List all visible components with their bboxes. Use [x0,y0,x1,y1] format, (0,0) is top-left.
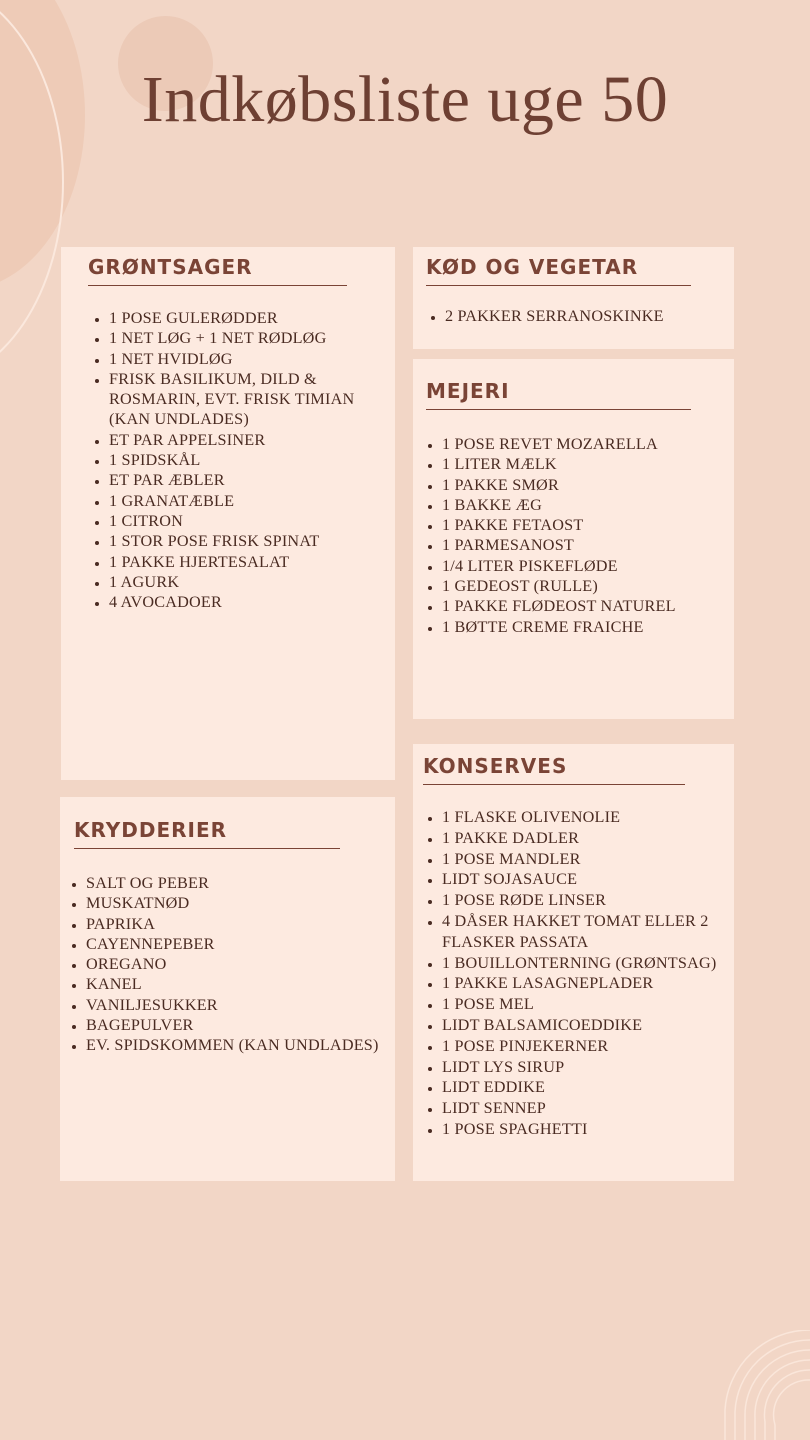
list-item: • PAPRIKA [86,914,395,934]
list-item: • MUSKATNØD [86,893,395,913]
list-item: • VANILJESUKKER [86,995,395,1015]
list-item: • 4 AVOCADOER [109,592,395,612]
list-item: • 1 POSE SPAGHETTI [442,1119,734,1140]
item-list [420,807,734,1140]
list-item: • 1 SPIDSKÅL [109,450,395,470]
list-item: • 1 PAKKE SMØR [442,475,734,495]
decor-arcs [720,1330,810,1440]
list-item: • 1 PAKKE LASAGNEPLADER [442,973,734,994]
list-item: • OREGANO [86,954,395,974]
list-item: • 1 POSE REVET MOZARELLA [442,434,734,454]
list-item: • 1 LITER MÆLK [442,454,734,474]
list-item: • EV. SPIDSKOMMEN (KAN UNDLADES) [86,1035,395,1055]
page-title: Indkøbsliste uge 50 [141,63,669,136]
list-item: • LIDT EDDIKE [442,1077,734,1098]
list-item: • 1 CITRON [109,511,395,531]
item-list [87,308,395,612]
list-item: • 1 PARMESANOST [442,535,734,555]
list-item: • 1 BOUILLONTERNING (GRØNTSAG) [442,953,734,974]
list-item: • ET PAR APPELSINER [109,430,395,450]
item-list [420,434,734,637]
list-item: • 1 FLASKE OLIVENOLIE [442,807,734,828]
list-item: • 1 GEDEOST (RULLE) [442,576,734,596]
list-item: • 1 NET HVIDLØG [109,349,395,369]
card-kod-og-vegetar [413,247,734,349]
list-item: • 1 POSE MANDLER [442,849,734,870]
list-item: • 1 NET LØG + 1 NET RØDLØG [109,328,395,348]
list-item: • 1 STOR POSE FRISK SPINAT [109,531,395,551]
list-item: • LIDT BALSAMICOEDDIKE [442,1015,734,1036]
list-item: • 1 POSE RØDE LINSER [442,890,734,911]
list-item: • 4 DÅSER HAKKET TOMAT ELLER 2 FLASKER PASSATA [442,911,734,953]
list-item: • LIDT SOJASAUCE [442,869,734,890]
list-item: • ET PAR ÆBLER [109,470,395,490]
list-item: • 1 BØTTE CREME FRAICHE [442,617,734,637]
list-item: • BAGEPULVER [86,1015,395,1035]
list-item: • 1/4 LITER PISKEFLØDE [442,556,734,576]
section-heading: MEJERI [426,379,691,410]
list-item: • KANEL [86,974,395,994]
list-item: • LIDT LYS SIRUP [442,1057,734,1078]
list-item: • 1 PAKKE FETAOST [442,515,734,535]
list-item: • 2 PAKKER SERRANOSKINKE [445,306,734,326]
list-item: • 1 POSE PINJEKERNER [442,1036,734,1057]
list-item: • 1 PAKKE DADLER [442,828,734,849]
list-item: • 1 AGURK [109,572,395,592]
list-item: • 1 BAKKE ÆG [442,495,734,515]
list-item: • 1 POSE MEL [442,994,734,1015]
item-list [423,306,734,326]
card-krydderier [60,797,395,1181]
list-item: • 1 PAKKE HJERTESALAT [109,552,395,572]
list-item: • 1 PAKKE FLØDEOST NATUREL [442,596,734,616]
card-konserves [413,744,734,1181]
section-heading: KØD OG VEGETAR [426,255,691,286]
list-item: • FRISK BASILIKUM, DILD & ROSMARIN, EVT. FRISK TIMIAN (KAN UNDLADES) [109,369,395,430]
section-heading: KONSERVES [423,754,685,785]
list-item: • SALT OG PEBER [86,873,395,893]
section-heading: GRØNTSAGER [88,255,347,286]
card-mejeri [413,359,734,719]
list-item: • 1 POSE GULERØDDER [109,308,395,328]
list-item: • LIDT SENNEP [442,1098,734,1119]
item-list [64,873,395,1056]
list-item: • CAYENNEPEBER [86,934,395,954]
section-heading: KRYDDERIER [74,818,340,849]
list-item: • 1 GRANATÆBLE [109,491,395,511]
card-grontsager [61,247,395,780]
